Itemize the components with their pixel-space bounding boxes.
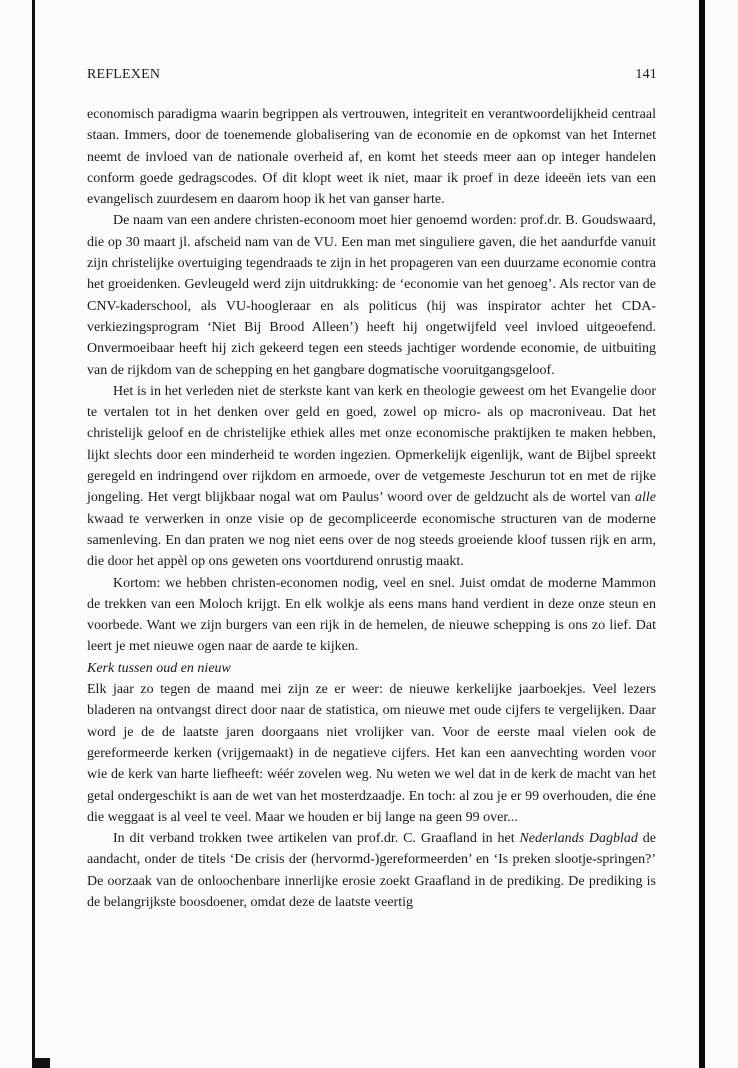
emphasis-alle: alle (635, 490, 656, 506)
paragraph-graafland (87, 828, 656, 913)
paragraph-text: In dit verband trokken twee artikelen van prof.dr. C. Graafland in het (113, 831, 520, 847)
paragraph-evangelie-economie (87, 381, 656, 573)
page-left-edge-shadow (32, 0, 35, 1068)
paragraph-text: Het is in het verleden niet de sterkste kant van kerk en theologie geweest om het Evangelie door te vertalen tot in het denken over geld en goed, zowel op micro- als op macroniveau. Dat het christelijk geloof en de christelijke ethiek alles met onze economische praktijken te maken hebben, lijkt slechts door een minderheid te worden ingezien. Opmerkelijk eigenlijk, want de Bijbel spreekt geregeld en indringend over rijkdom en armoede, over de vetgemeste Jeschurun tot en met de rijke jongeling. Het vergt blijkbaar nogal wat om Paulus’ woord over de geldzucht als de wortel van (87, 383, 656, 506)
emphasis-newspaper-title: Nederlands Dagblad (519, 831, 638, 847)
page-number: 141 (635, 67, 657, 82)
body-text (87, 104, 656, 913)
paragraph-text: kwaad te verwerken in onze visie op de gecompliceerde economische structuren van de moderne samenleving. En dan praten we nog niet eens over de nog steeds groeiende kloof tussen rijk en arm, die door het appèl op ons geweten ons voortdurend onrustig maakt. (87, 511, 656, 570)
paragraph-kortom: Kortom: we hebben christen-economen nodig, veel en snel. Juist omdat de moderne Mammon de trekken van een Moloch krijgt. En elk wolkje als eens mans hand verdient in deze onze steun en voorbede. Want we zijn burgers van een rijk in de hemelen, de nieuwe schepping is ons zo lief. Dat leert je met nieuwe ogen naar de aarde te kijken. (87, 575, 656, 655)
running-title: REFLEXEN (87, 67, 161, 82)
page-right-edge-shadow (699, 0, 705, 1068)
paragraph-text: de aandacht, onder de titels ‘De crisis der (hervormd-)gereformeerden’ en ‘Is preken slootje-springen?’ De oorzaak van de onloochenbare innerlijke erosie zoekt Graafland in de prediking. De prediking is de belangrijkste boosdoener, omdat deze de laatste veertig (87, 831, 656, 910)
paragraph-goudswaard: De naam van een andere christen-econoom moet hier genoemd worden: prof.dr. B. Goudswaard, die op 30 maart jl. afscheid nam van de VU. Een man met singuliere gaven, die het aandurfde vanuit zijn christelijke overtuiging tegendraads te zijn in het propageren van een duurzame economie contra het groeidenken. Gevleugeld werd zijn uitdrukking: de ‘economie van het genoeg’. Als rector van de CNV-kaderschool, als VU-hoogleraar en als politicus (hij was inspirator achter het CDA-verkiezingsprogram ‘Niet Bij Brood Alleen’) heeft hij ongetwijfeld veel invloed uitgeoefend. Onvermoeibaar heeft hij zich gekeerd tegen een steeds jachtiger wordende economie, de uitbuiting van de rijkdom van de schepping en het gangbare dogmatische vooruitgangsgeloof. (87, 213, 656, 378)
section-heading: Kerk tussen oud en nieuw (87, 660, 231, 676)
page-bottom-edge-shadow (32, 1058, 50, 1068)
paragraph-jaarboekjes: Elk jaar zo tegen de maand mei zijn ze er weer: de nieuwe kerkelijke jaarboekjes. Veel lezers bladeren na ontvangst direct door naar de statistica, om nieuwe met oude cijfers te vergelijken. Daar word je de de laatste jaren doorgaans niet vrolijker van. Voor de eerste maal vielen ook de gereformeerde kerken (vrijgemaakt) in de negatieve cijfers. Het kan een aanvechting worden voor wie de kerk van harte liefheeft: wéér zovelen weg. Nu weten we wel dat in de kerk de macht van het getal ondergeschikt is aan de wet van het mosterdzaadje. En toch: al zou je er 99 overhouden, die éne die weggaat is al veel te veel. Maar we houden er bij lange na geen 99 over... (87, 682, 656, 825)
running-head (87, 67, 657, 85)
paragraph-continued: economisch paradigma waarin begrippen als vertrouwen, integriteit en verantwoordelijkheid centraal staan. Immers, door de toenemende globalisering van de economie en de opkomst van het Internet neemt de invloed van de nationale overheid af, en komt het steeds meer aan op integer handelen conform goede gedragscodes. Of dit klopt weet ik niet, maar ik proef in deze ideeën iets van een evangelisch zuurdesem en daarom hoop ik het van ganser harte. (87, 107, 656, 208)
